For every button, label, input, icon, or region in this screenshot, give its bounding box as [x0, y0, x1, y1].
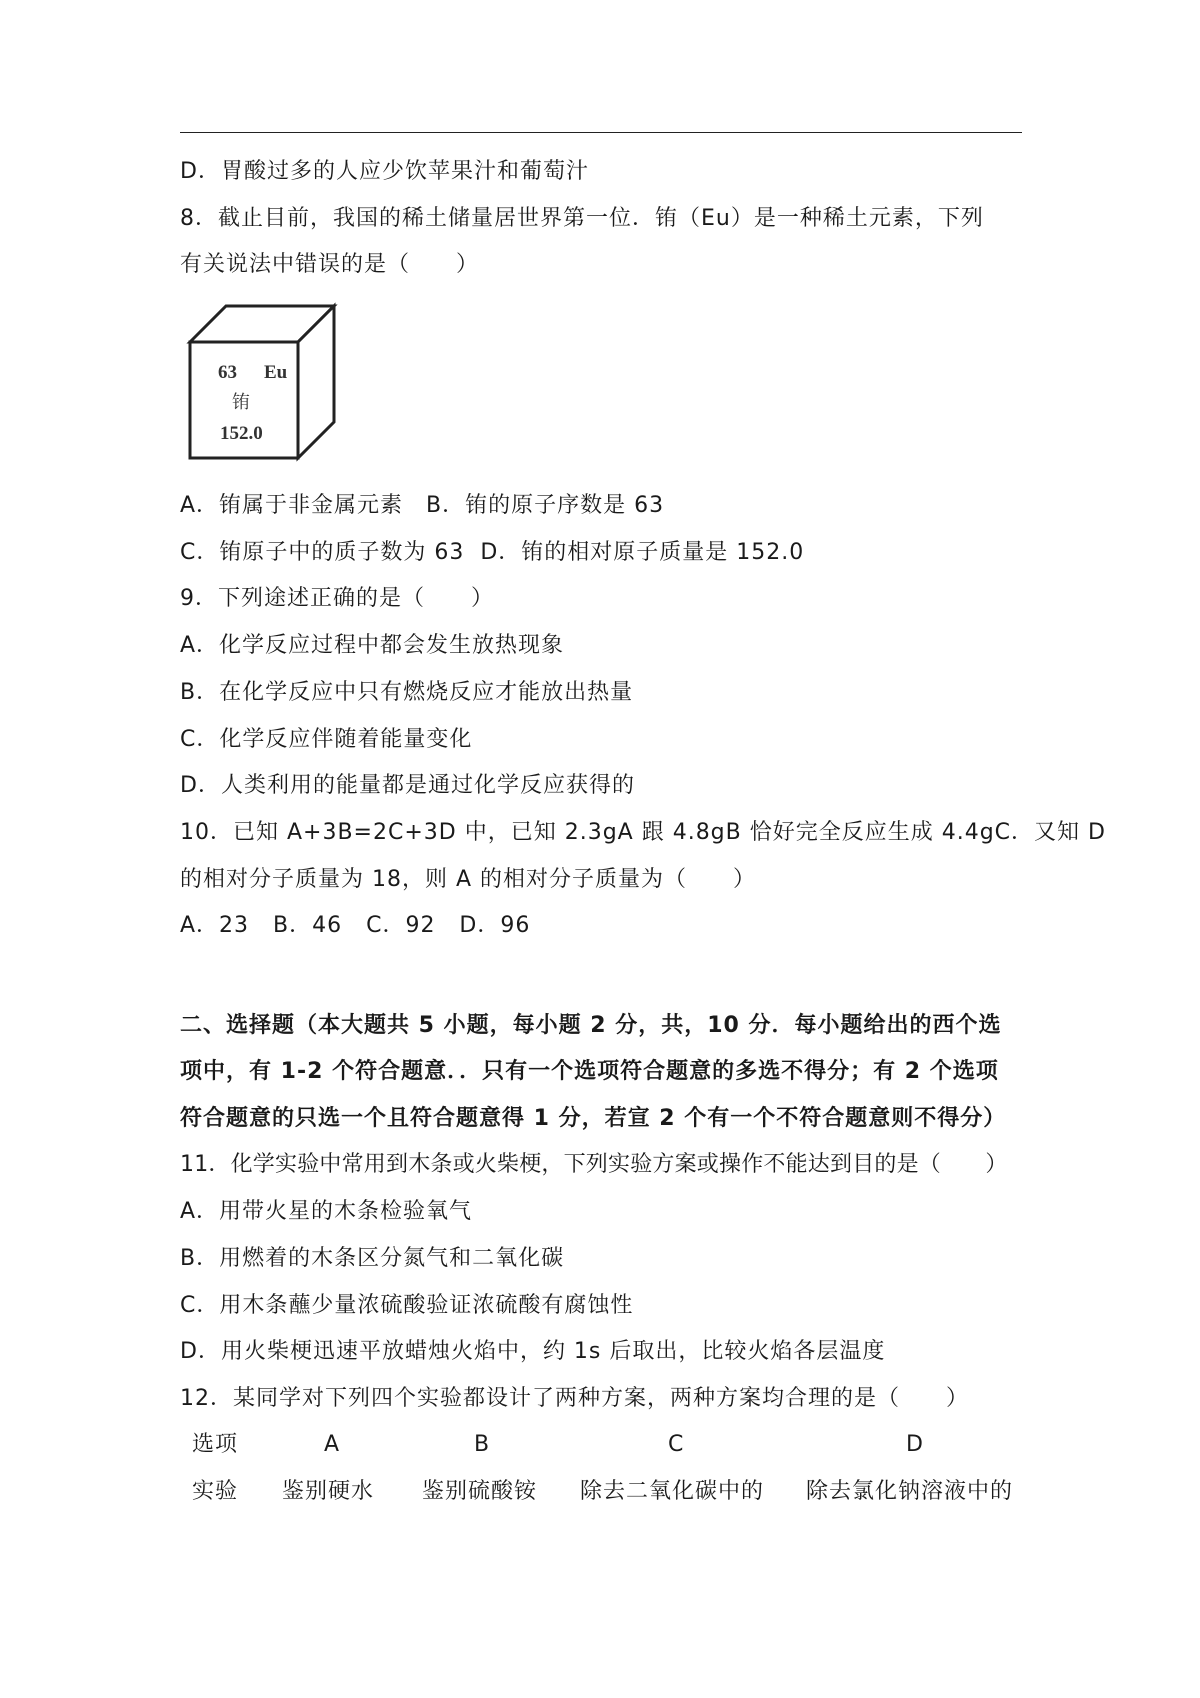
question-10-stem-cont: 的相对分子质量为 18，则 A 的相对分子质量为（ ） — [180, 867, 757, 892]
table-header-cell: B — [474, 1432, 491, 1457]
question-12-stem: 12．某同学对下列四个实验都设计了两种方案，两种方案均合理的是（ ） — [180, 1386, 969, 1411]
option-9b: B．在化学反应中只有燃烧反应才能放出热量 — [180, 680, 634, 705]
table-header-cell: 选项 — [192, 1432, 239, 1457]
section-2-heading: 二、选择题（本大题共 5 小题，每小题 2 分，共，10 分．每小题给出的西个选 — [180, 1013, 1002, 1038]
header-rule — [180, 132, 1022, 133]
option-11a: A．用带火星的木条检验氧气 — [180, 1199, 473, 1224]
table-cell: 除去氯化钠溶液中的 — [806, 1479, 1014, 1504]
table-header-cell: D — [906, 1432, 924, 1457]
question-8-stem-cont: 有关说法中错误的是（ ） — [180, 252, 480, 277]
option-11c: C．用木条蘸少量浓硫酸验证浓硫酸有腐蚀性 — [180, 1293, 634, 1318]
section-2-heading-cont-1: 项中，有 1-2 个符合题意．．只有一个选项符合题意的多选不得分；有 2 个选项 — [180, 1059, 999, 1084]
option-10: A．23 B．46 C．92 D．96 — [180, 913, 531, 938]
section-2-heading-cont-2: 符合题意的只选一个且符合题意得 1 分，若宣 2 个有一个不符合题意则不得分） — [180, 1106, 1007, 1131]
option-9a: A．化学反应过程中都会发生放热现象 — [180, 633, 565, 658]
option-8ab: A．铕属于非金属元素 B．铕的原子序数是 63 — [180, 493, 665, 518]
option-11b: B．用燃着的木条区分氮气和二氧化碳 — [180, 1246, 565, 1271]
table-header-cell: C — [668, 1432, 685, 1457]
table-header-cell: A — [324, 1432, 341, 1457]
element-number: 63 — [218, 362, 237, 383]
option-9c: C．化学反应伴随着能量变化 — [180, 727, 473, 752]
element-mass: 152.0 — [220, 423, 263, 444]
table-cell: 鉴别硫酸铵 — [422, 1479, 538, 1504]
table-cell: 除去二氧化碳中的 — [580, 1479, 765, 1504]
option-9d: D．人类利用的能量都是通过化学反应获得的 — [180, 773, 635, 798]
option-11d: D．用火柴梗迅速平放蜡烛火焰中，约 1s 后取出，比较火焰各层温度 — [180, 1339, 886, 1364]
question-11-stem: 11．化学实验中常用到木条或火柴梗，下列实验方案或操作不能达到目的是（ ） — [180, 1152, 1008, 1177]
table-cell: 实验 — [192, 1479, 239, 1504]
question-9-stem: 9．下列途述正确的是（ ） — [180, 586, 494, 611]
question-8-stem: 8．截止目前，我国的稀土储量居世界第一位．铕（Eu）是一种稀土元素，下列 — [180, 206, 984, 231]
option-8cd: C．铕原子中的质子数为 63 D．铕的相对原子质量是 152.0 — [180, 540, 805, 565]
element-name: 铕 — [232, 392, 250, 413]
table-cell: 鉴别硬水 — [282, 1479, 375, 1504]
question-10-stem: 10．已知 A+3B=2C+3D 中，已知 2.3gA 跟 4.8gB 恰好完全反应生成 4.4gC．又知 D — [180, 820, 1106, 845]
element-symbol: Eu — [264, 362, 288, 383]
option-7d: D．胃酸过多的人应少饮苹果汁和葡萄汁 — [180, 159, 589, 184]
element-card-figure — [182, 298, 342, 466]
